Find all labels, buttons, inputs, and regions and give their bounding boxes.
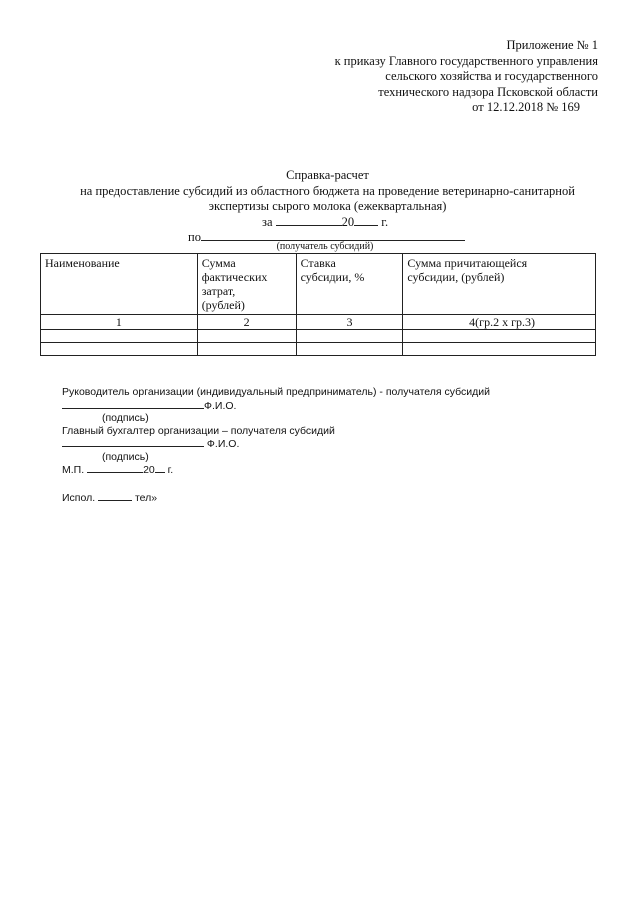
executor-label: Испол. <box>62 491 96 504</box>
header-subsidy-rate: Ставка субсидии, % <box>296 254 403 315</box>
period-year-blank[interactable] <box>354 214 378 226</box>
header-subsidy-amount: Сумма причитающейся субсидии, (рублей) <box>403 254 596 315</box>
recipient-caption: (получатель субсидий) <box>276 241 374 252</box>
accountant-label: Главный бухгалтер организации – получателя субсидий <box>62 424 335 437</box>
col-number-4: 4(гр.2 х гр.3) <box>403 315 596 330</box>
executor-line <box>62 491 562 505</box>
document-title: Справка-расчет <box>286 168 369 182</box>
table-cell[interactable] <box>41 330 198 343</box>
table-cell[interactable] <box>41 343 198 356</box>
period-blank[interactable] <box>276 214 342 226</box>
stamp-line <box>62 463 562 477</box>
mp-suffix: г. <box>167 464 174 476</box>
table-header-row <box>41 254 596 315</box>
mp-label: М.П. <box>62 464 85 476</box>
table-row <box>41 343 596 356</box>
accountant-signature-blank[interactable] <box>62 437 204 447</box>
head-signature-line <box>62 399 562 413</box>
recipient-blank[interactable] <box>201 229 465 241</box>
accountant-fio: Ф.И.О. <box>206 438 240 450</box>
mp-date-blank[interactable] <box>87 463 143 473</box>
table-cell[interactable] <box>403 343 596 356</box>
appendix-header <box>238 38 598 116</box>
mp-year-blank[interactable] <box>155 463 165 473</box>
head-fio: Ф.И.О. <box>204 399 237 412</box>
table-row <box>41 330 596 343</box>
calculation-table <box>40 253 596 356</box>
signature-block <box>62 386 562 504</box>
col-number-2: 2 <box>197 315 296 330</box>
table-cell[interactable] <box>403 330 596 343</box>
appendix-title: Приложение № 1 <box>506 38 598 52</box>
period-line <box>262 214 388 230</box>
table-cell[interactable] <box>197 330 296 343</box>
appendix-line-2: сельского хозяйства и государственного <box>385 69 598 83</box>
head-label: Руководитель организации (индивидуальный предприниматель) - получателя субсидий <box>62 386 490 398</box>
accountant-signature-line <box>62 437 562 451</box>
phone-label: тел» <box>134 491 158 504</box>
document-title-block <box>40 168 615 215</box>
col-number-1: 1 <box>41 315 198 330</box>
document-subtitle-2: экспертизы сырого молока (ежеквартальная) <box>208 199 447 213</box>
document-subtitle-1: на предоставление субсидий из областного бюджета на проведение ветеринарно-санитарной <box>80 183 575 198</box>
accountant-signature-caption: (подпись) <box>102 450 149 463</box>
header-actual-costs: Сумма фактических затрат, (рублей) <box>197 254 296 315</box>
appendix-line-1: к приказу Главного государственного управления <box>334 53 598 68</box>
table-cell[interactable] <box>197 343 296 356</box>
head-signature-caption: (подпись) <box>102 412 149 424</box>
executor-blank[interactable] <box>98 491 132 501</box>
appendix-line-3: технического надзора Псковской области <box>378 84 598 99</box>
table-cell[interactable] <box>296 330 403 343</box>
appendix-order-date: от 12.12.2018 № 169 <box>472 100 580 114</box>
col-number-3: 3 <box>296 315 403 330</box>
period-year: 20 <box>341 215 355 229</box>
period-suffix: г. <box>381 215 389 229</box>
table-cell[interactable] <box>296 343 403 356</box>
recipient-prefix: по <box>188 230 201 244</box>
mp-year: 20 <box>143 464 155 476</box>
table-number-row <box>41 315 596 330</box>
head-signature-blank[interactable] <box>62 399 204 409</box>
period-prefix: за <box>262 215 273 229</box>
header-name: Наименование <box>41 254 198 315</box>
